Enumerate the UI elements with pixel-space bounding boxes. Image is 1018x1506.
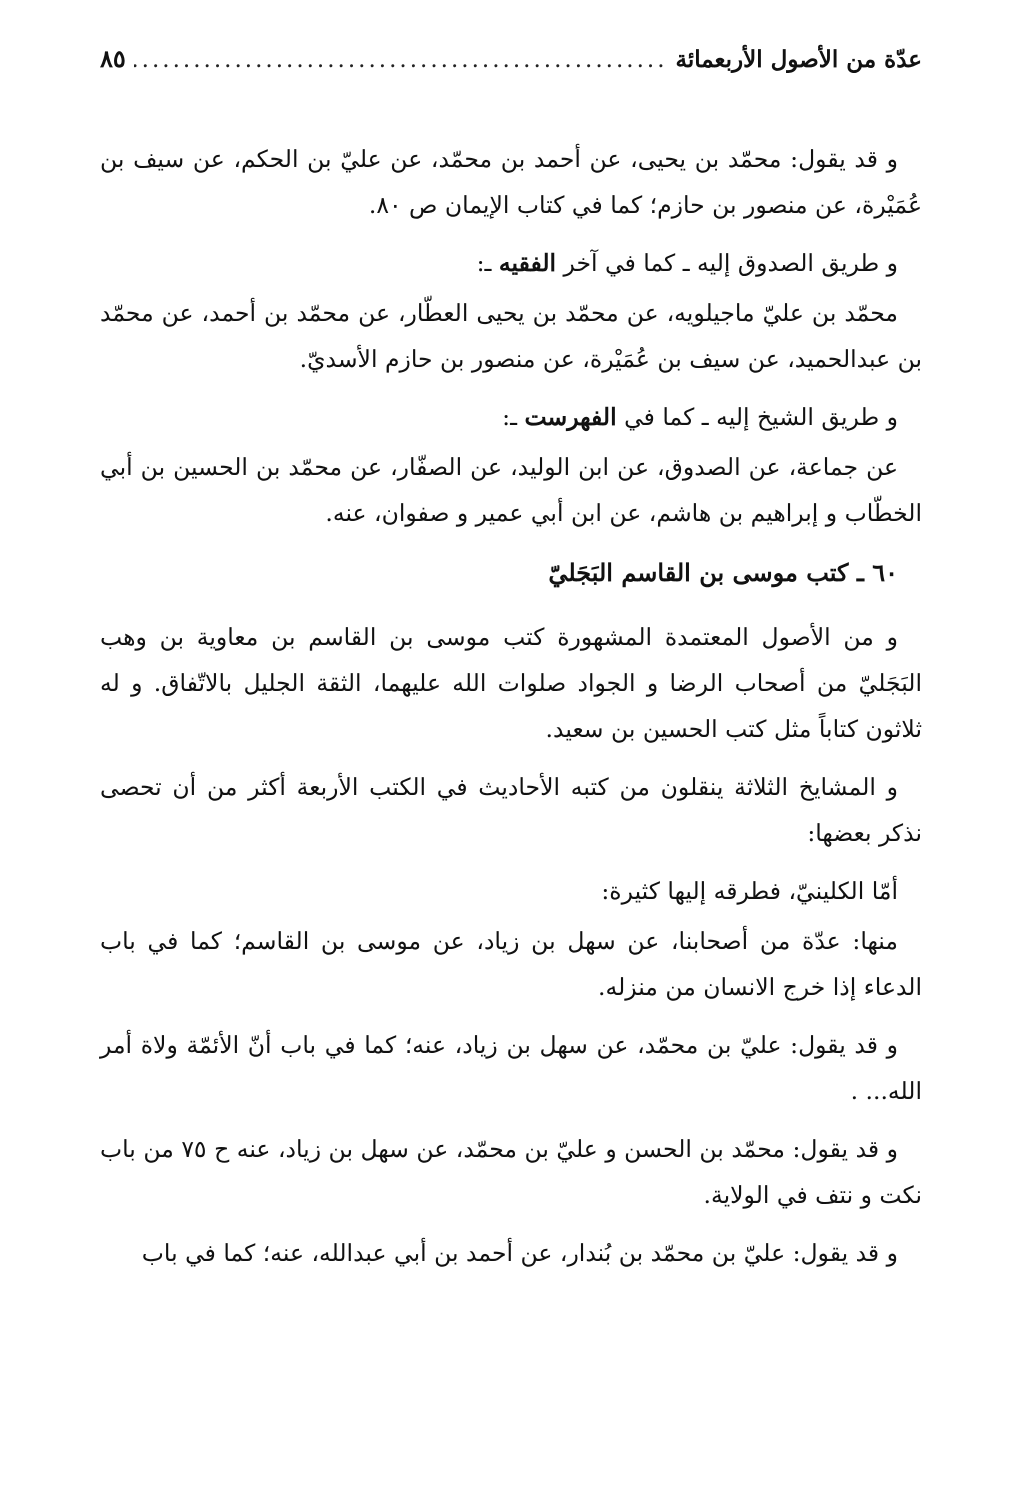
running-header xyxy=(100,44,922,88)
paragraph xyxy=(100,394,922,440)
paragraph: محمّد بن عليّ ماجيلويه، عن محمّد بن يحيى العطّار، عن محمّد بن أحمد، عن محمّد بن عبدالحميد، عن سيف بن عُمَيْرة، عن منصور بن حازم الأسديّ. xyxy=(100,299,922,373)
paragraph-text: ـ: xyxy=(502,403,525,431)
paragraph: و المشايخ الثلاثة ينقلون من كتبه الأحاديث في الكتب الأربعة أكثر من أن تحصى نذكر بعضها: xyxy=(100,773,922,847)
book-page xyxy=(100,44,922,1506)
header-leader-dots xyxy=(134,47,668,73)
paragraph-text: ـ: xyxy=(476,249,499,277)
paragraph: و قد يقول: محمّد بن الحسن و عليّ بن محمّد، عن سهل بن زياد، عنه ح ٧٥ من باب نكت و نتف في الولاية. xyxy=(100,1135,922,1209)
paragraph xyxy=(100,240,922,286)
paragraph: و من الأصول المعتمدة المشهورة كتب موسى بن القاسم بن معاوية بن وهب البَجَليّ من أصحاب الرضا و الجواد صلوات الله عليهما، الثقة الجليل بالاتّفاق. و له ثلاثون كتاباً مثل كتب الحسين بن سعيد. xyxy=(100,623,922,743)
book-title: الفهرست xyxy=(524,403,617,431)
paragraph: عن جماعة، عن الصدوق، عن ابن الوليد، عن الصفّار، عن محمّد بن الحسين بن أبي الخطّاب و إبراهيم بن هاشم، عن ابن أبي عمير و صفوان، عنه. xyxy=(100,453,922,527)
paragraph-text: و طريق الشيخ إليه ـ كما في xyxy=(616,403,898,431)
paragraph: أمّا الكلينيّ، فطرقه إليها كثيرة: xyxy=(601,877,898,905)
paragraph: و قد يقول: عليّ بن محمّد بن بُندار، عن أحمد بن أبي عبدالله، عنه؛ كما في باب xyxy=(141,1239,898,1267)
paragraph-text: و طريق الصدوق إليه ـ كما في آخر xyxy=(556,249,898,277)
page-number: ٨٥ xyxy=(100,44,126,73)
paragraph: و قد يقول: محمّد بن يحيى، عن أحمد بن محمّد، عن عليّ بن الحكم، عن سيف بن عُمَيْرة، عن منصور بن حازم؛ كما في كتاب الإيمان ص ٨٠. xyxy=(100,145,922,219)
running-title: عدّة من الأصول الأربعمائة xyxy=(675,46,922,73)
section-heading: ٦٠ ـ كتب موسى بن القاسم البَجَليّ xyxy=(548,558,898,587)
paragraph: منها: عدّة من أصحابنا، عن سهل بن زياد، عن موسى بن القاسم؛ كما في باب الدعاء إذا خرج الانسان من منزله. xyxy=(100,927,922,1001)
book-title: الفقيه xyxy=(498,249,557,277)
page-content xyxy=(100,136,922,1276)
paragraph: و قد يقول: عليّ بن محمّد، عن سهل بن زياد، عنه؛ كما في باب أنّ الأئمّة ولاة أمر الله... . xyxy=(100,1031,922,1105)
